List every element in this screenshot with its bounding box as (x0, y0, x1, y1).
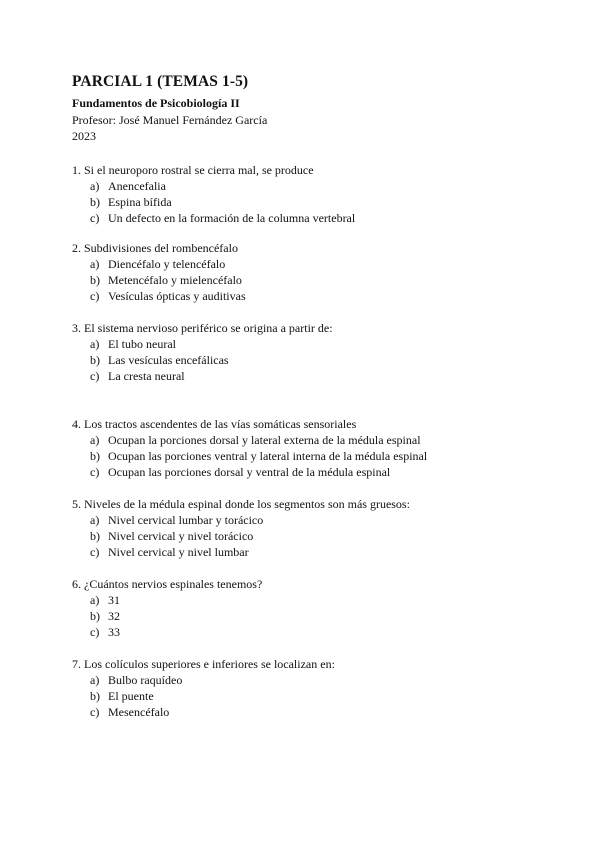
option-letter: a) (90, 337, 100, 351)
option-letter: a) (90, 593, 100, 607)
option-a (72, 336, 542, 352)
option-letter: a) (90, 433, 100, 447)
question-text: 6. ¿Cuántos nervios espinales tenemos? (72, 577, 263, 591)
option-letter: b) (90, 449, 100, 463)
option-b (72, 194, 542, 210)
option-letter: a) (90, 257, 100, 271)
option-text: Ocupan la porciones dorsal y lateral externa de la médula espinal (108, 433, 421, 447)
option-letter: a) (90, 179, 100, 193)
question-2 (72, 240, 542, 304)
option-text: El tubo neural (108, 337, 176, 351)
option-c (72, 544, 542, 560)
option-letter: b) (90, 195, 100, 209)
question-text: 4. Los tractos ascendentes de las vías somáticas sensoriales (72, 417, 357, 431)
option-c (72, 368, 542, 384)
option-text: Mesencéfalo (108, 705, 170, 719)
option-letter: c) (90, 465, 100, 479)
option-c (72, 210, 542, 226)
option-letter: b) (90, 353, 100, 367)
professor-name: Profesor: José Manuel Fernández García (72, 113, 268, 127)
exam-year: 2023 (72, 129, 96, 143)
option-b (72, 272, 542, 288)
option-letter: b) (90, 689, 100, 703)
option-text: Vesículas ópticas y auditivas (108, 289, 246, 303)
option-a (72, 256, 542, 272)
option-text: Bulbo raquídeo (108, 673, 183, 687)
question-text: 7. Los colículos superiores e inferiores se localizan en: (72, 657, 335, 671)
option-text: Un defecto en la formación de la columna vertebral (108, 211, 356, 225)
option-b (72, 352, 542, 368)
question-6 (72, 576, 542, 640)
question-text: 3. El sistema nervioso periférico se origina a partir de: (72, 321, 333, 335)
option-text: Nivel cervical lumbar y torácico (108, 513, 264, 527)
question-4 (72, 416, 542, 480)
option-letter: c) (90, 211, 100, 225)
option-text: 31 (108, 593, 120, 607)
option-b (72, 528, 542, 544)
option-letter: c) (90, 289, 100, 303)
option-text: Las vesículas encefálicas (108, 353, 229, 367)
option-c (72, 704, 542, 720)
option-a (72, 512, 542, 528)
option-letter: c) (90, 369, 100, 383)
option-b (72, 688, 542, 704)
subject-name: Fundamentos de Psicobiología II (72, 96, 240, 110)
option-text: Ocupan las porciones ventral y lateral interna de la médula espinal (108, 449, 428, 463)
option-a (72, 592, 542, 608)
option-letter: b) (90, 273, 100, 287)
option-text: 33 (108, 625, 120, 639)
option-letter: c) (90, 625, 100, 639)
question-1 (72, 162, 542, 226)
option-text: Espina bífida (108, 195, 172, 209)
question-5 (72, 496, 542, 560)
option-letter: c) (90, 705, 100, 719)
option-letter: a) (90, 513, 100, 527)
option-c (72, 464, 542, 480)
option-text: 32 (108, 609, 120, 623)
option-letter: b) (90, 529, 100, 543)
question-text: 1. Si el neuroporo rostral se cierra mal, se produce (72, 163, 314, 177)
option-a (72, 432, 542, 448)
exam-title: PARCIAL 1 (TEMAS 1-5) (72, 73, 249, 90)
option-a (72, 178, 542, 194)
option-text: Anencefalia (108, 179, 166, 193)
option-letter: b) (90, 609, 100, 623)
option-b (72, 448, 542, 464)
question-text: 2. Subdivisiones del rombencéfalo (72, 241, 238, 255)
option-b (72, 608, 542, 624)
question-text: 5. Niveles de la médula espinal donde los segmentos son más gruesos: (72, 497, 410, 511)
option-a (72, 672, 542, 688)
option-text: Nivel cervical y nivel torácico (108, 529, 254, 543)
option-text: La cresta neural (108, 369, 185, 383)
option-c (72, 624, 542, 640)
option-text: Nivel cervical y nivel lumbar (108, 545, 249, 559)
option-text: Diencéfalo y telencéfalo (108, 257, 226, 271)
option-letter: c) (90, 545, 100, 559)
option-c (72, 288, 542, 304)
option-text: El puente (108, 689, 154, 703)
option-text: Ocupan las porciones dorsal y ventral de la médula espinal (108, 465, 391, 479)
question-7 (72, 656, 542, 720)
option-text: Metencéfalo y mielencéfalo (108, 273, 242, 287)
question-3 (72, 320, 542, 384)
option-letter: a) (90, 673, 100, 687)
